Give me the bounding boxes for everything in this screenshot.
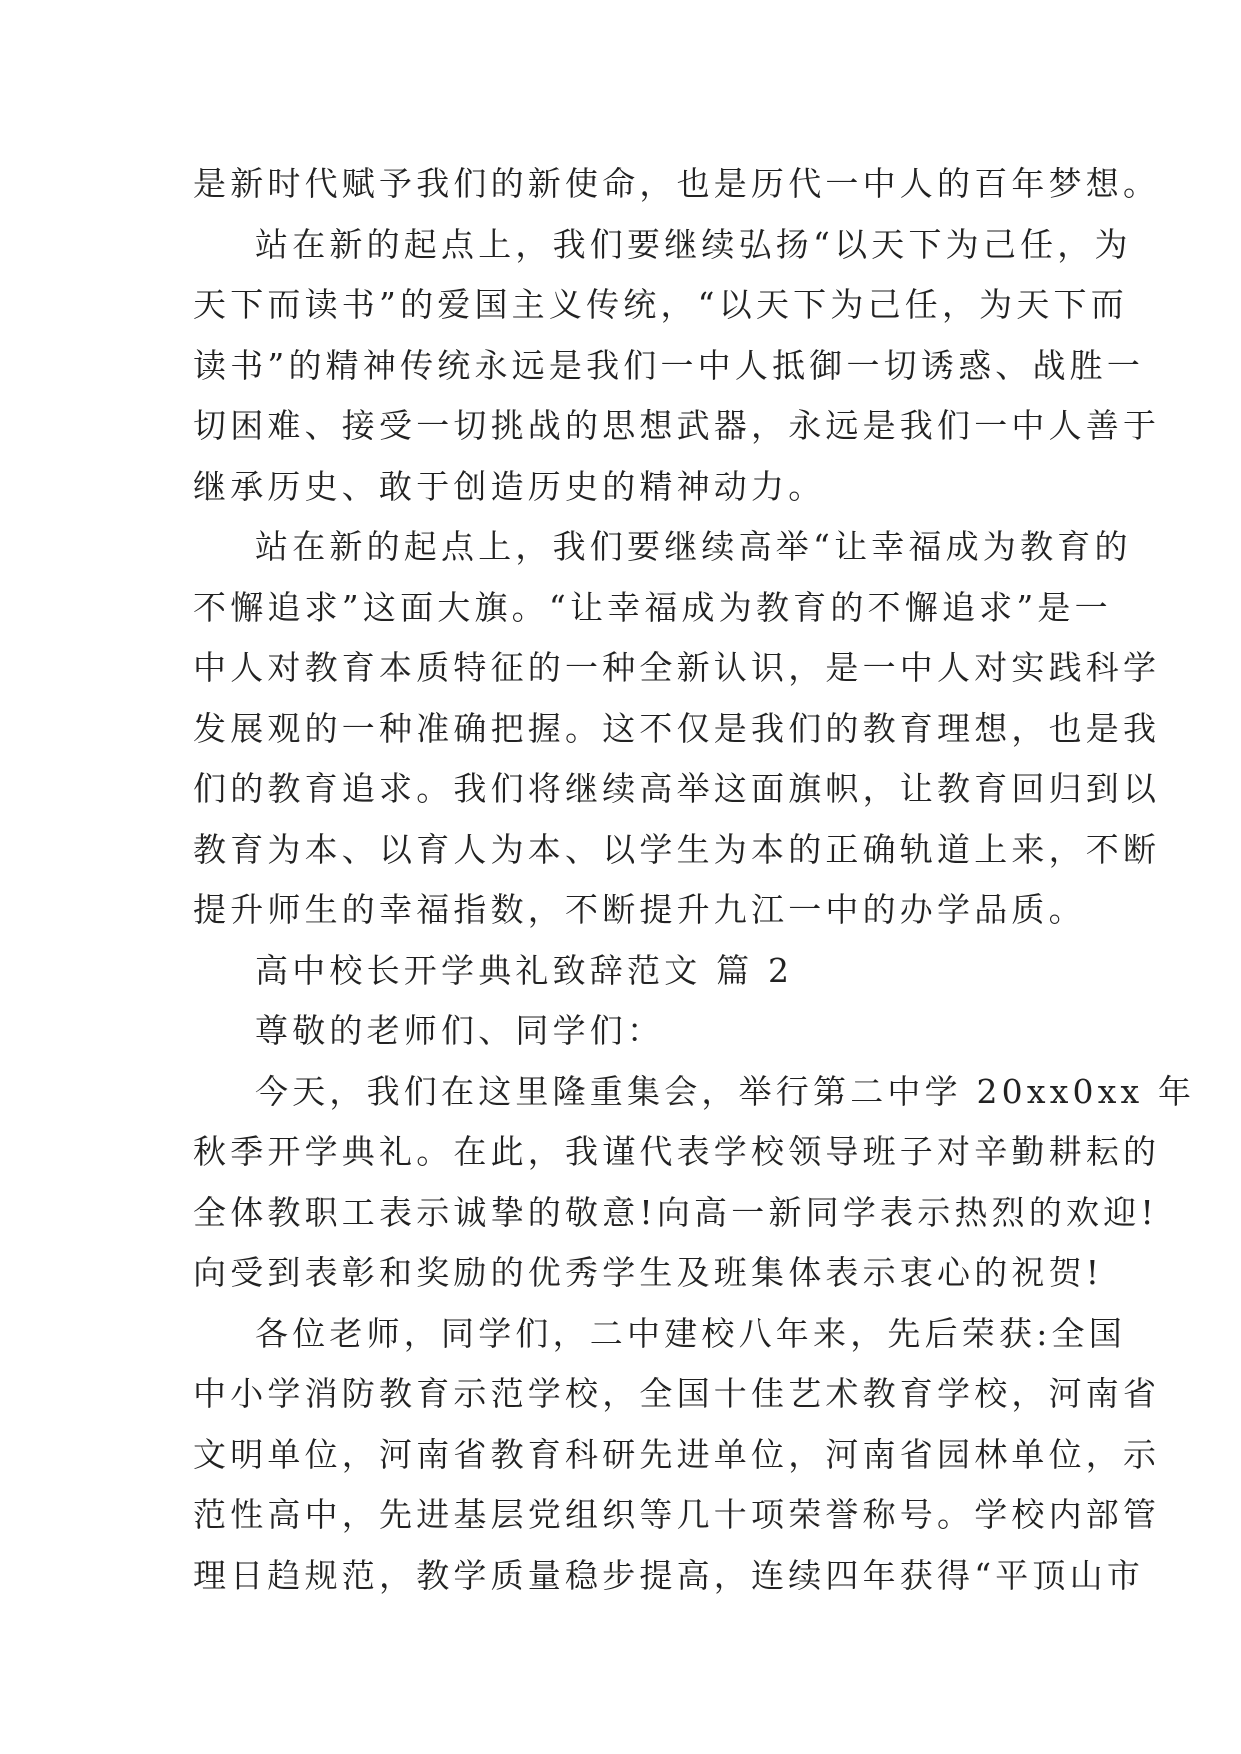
text-line: 是新时代赋予我们的新使命，也是历代一中人的百年梦想。: [193, 164, 1161, 203]
text-line: 提升师生的幸福指数，不断提升九江一中的办学品质。: [193, 890, 1086, 929]
text-line: 天下而读书”的爱国主义传统，“以天下为己任，为天下而: [193, 285, 1128, 324]
text-line: 切困难、接受一切挑战的思想武器，永远是我们一中人善于: [193, 406, 1161, 445]
text-line: 站在新的起点上，我们要继续高举“让幸福成为教育的: [255, 527, 1132, 566]
text-line: 理日趋规范，教学质量稳步提高，连续四年获得“平顶山市: [193, 1555, 1145, 1595]
text-line: 中小学消防教育示范学校，全国十佳艺术教育学校，河南省: [193, 1374, 1161, 1413]
text-line: 各位老师，同学们，二中建校八年来，先后荣获:全国: [255, 1313, 1126, 1353]
document-body: [193, 154, 1196, 1606]
section-heading: 高中校长开学典礼致辞范文 篇 2: [255, 950, 794, 990]
text-line: 发展观的一种准确把握。这不仅是我们的教育理想，也是我: [193, 708, 1161, 748]
text-line: 中人对教育本质特征的一种全新认识，是一中人对实践科学: [193, 648, 1161, 687]
salutation: 尊敬的老师们、同学们：: [255, 1011, 665, 1050]
text-line: 秋季开学典礼。在此，我谨代表学校领导班子对辛勤耕耘的: [193, 1132, 1161, 1171]
text-line: 全体教职工表示诚挚的敬意!向高一新同学表示热烈的欢迎!: [193, 1192, 1158, 1232]
text-line: 继承历史、敢于创造历史的精神动力。: [193, 466, 826, 506]
text-line: 范性高中，先进基层党组织等几十项荣誉称号。学校内部管: [193, 1495, 1161, 1534]
text-line: 站在新的起点上，我们要继续弘扬“以天下为己任，为: [255, 224, 1132, 264]
text-line: 教育为本、以育人为本、以学生为本的正确轨道上来，不断: [193, 829, 1161, 869]
text-line: 不懈追求”这面大旗。“让幸福成为教育的不懈追求”是一: [193, 587, 1112, 627]
text-line: 文明单位，河南省教育科研先进单位，河南省园林单位，示: [193, 1434, 1161, 1474]
text-line: 今天，我们在这里隆重集会，举行第二中学 20xx0xx 年: [255, 1071, 1196, 1111]
text-line: 向受到表彰和奖励的优秀学生及班集体表示衷心的祝贺!: [193, 1253, 1104, 1292]
text-line: 读书”的精神传统永远是我们一中人抵御一切诱惑、战胜一: [193, 345, 1145, 385]
text-line: 们的教育追求。我们将继续高举这面旗帜，让教育回归到以: [193, 769, 1161, 808]
